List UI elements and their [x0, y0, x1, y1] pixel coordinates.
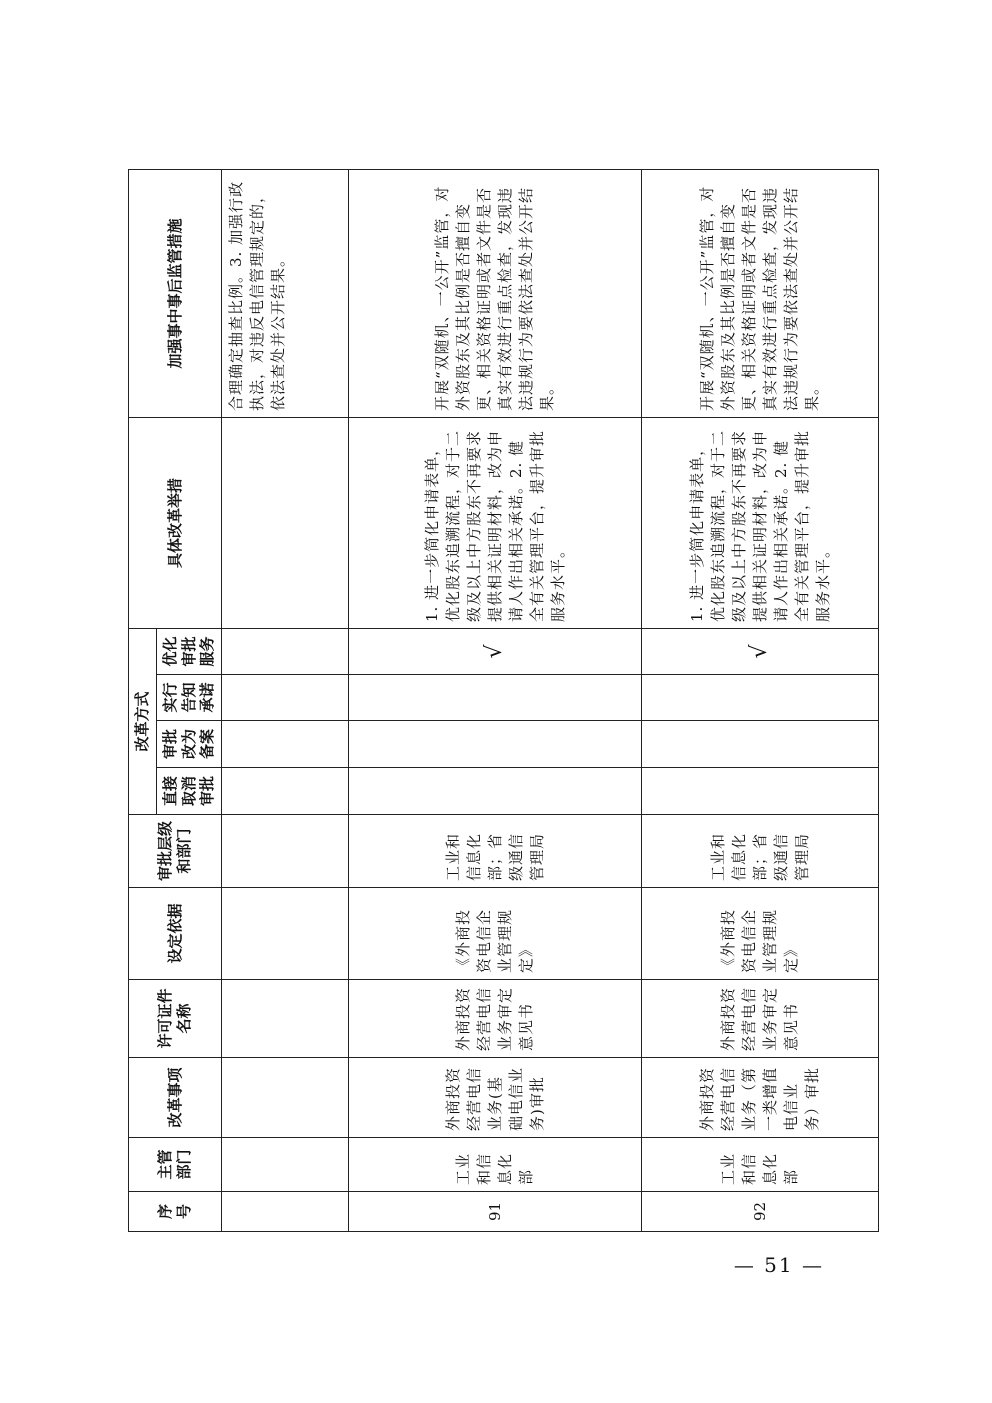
- header-basis: 设定依据: [129, 888, 222, 980]
- row-mode-file: [349, 721, 642, 768]
- row-seq: 91: [349, 1192, 642, 1232]
- row-level: [349, 815, 642, 888]
- row-supervision-text: 开展“双随机、一公开”监管，对外资股东及其比例是否擅自变更、相关资格证明或者文件是否真实有效进行重点检查，发现违法违规行为要依法查处并公开结果。: [698, 185, 821, 411]
- row-basis: [349, 888, 642, 980]
- cont-mode-notify: [222, 675, 349, 721]
- row-license-text: 外商投资经营电信业务审定意见书: [719, 986, 800, 1051]
- cont-mode-file: [222, 721, 349, 768]
- row-measures: [642, 417, 879, 628]
- row-item: [642, 1058, 879, 1138]
- cont-license: [222, 980, 349, 1058]
- header-mode-notify: 实行告知承诺: [156, 675, 221, 721]
- row-dept-text: 工业和信息化部: [454, 1152, 535, 1185]
- row-license: [349, 980, 642, 1058]
- header-measures: 具体改革举措: [129, 417, 222, 628]
- row-item: [349, 1058, 642, 1138]
- header-dept: 主管部门: [129, 1138, 222, 1192]
- row-mode-notify: [642, 675, 879, 721]
- header-mode-file: 审批改为备案: [156, 721, 221, 768]
- row-supervision-text: 开展“双随机、一公开”监管，对外资股东及其比例是否擅自变更、相关资格证明或者文件是否真实有效进行重点检查，发现违法违规行为要依法查处并公开结果。: [433, 185, 556, 411]
- row-measures: [349, 417, 642, 628]
- row-mode-cancel: [349, 768, 642, 815]
- row-level-text: 工业和信息化部；省级通信管理局: [708, 832, 811, 881]
- row-level: [642, 815, 879, 888]
- row-license-text: 外商投资经营电信业务审定意见书: [454, 986, 535, 1051]
- row-supervision: [349, 169, 642, 417]
- header-supervision: 加强事中事后监管措施: [129, 169, 222, 417]
- row-supervision: [642, 169, 879, 417]
- row-measures-text: 1. 进一步简化申请表单，优化股东追溯流程，对于二级及以上中方股东不再要求提供相关证明材料，改为申请人作出相关承诺。2. 健全有关管理平台，提升审批服务水平。: [422, 429, 567, 622]
- row-dept: [642, 1138, 879, 1192]
- check-mark-icon: √: [481, 644, 507, 659]
- row-mode-optimize: [349, 628, 642, 674]
- row-dept-text: 工业和信息化部: [719, 1152, 800, 1185]
- row-item-text: 外商投资经营电信业务（第一类增值电信业务）审批: [698, 1066, 821, 1131]
- row-mode-file: [642, 721, 879, 768]
- row-measures-text: 1. 进一步简化申请表单，优化股东追溯流程，对于二级及以上中方股东不再要求提供相关证明材料，改为申请人作出相关承诺。2. 健全有关管理平台，提升审批服务水平。: [687, 429, 832, 622]
- cont-seq: [222, 1192, 349, 1232]
- reform-table-rotated: [128, 170, 865, 1232]
- header-level: 审批层级和部门: [129, 815, 222, 888]
- row-seq: 92: [642, 1192, 879, 1232]
- cont-mode-cancel: [222, 768, 349, 815]
- header-item: 改革事项: [129, 1058, 222, 1138]
- cont-measures: [222, 417, 349, 628]
- page-number: — 51 —: [733, 1253, 824, 1277]
- row-level-text: 工业和信息化部；省级通信管理局: [443, 832, 546, 881]
- row-mode-cancel: [642, 768, 879, 815]
- cont-basis: [222, 888, 349, 980]
- cont-supervision: [222, 169, 349, 417]
- cont-item: [222, 1058, 349, 1138]
- row-license: [642, 980, 879, 1058]
- header-mode-group: 改革方式: [129, 628, 157, 814]
- header-seq: 序号: [129, 1192, 222, 1232]
- cont-mode-optimize: [222, 628, 349, 674]
- check-mark-icon: √: [746, 644, 772, 659]
- row-mode-notify: [349, 675, 642, 721]
- continuation-row: [222, 169, 349, 1231]
- header-mode-optimize: 优化审批服务: [156, 628, 221, 674]
- header-row-1: [129, 169, 157, 1231]
- header-mode-cancel: 直接取消审批: [156, 768, 221, 815]
- row-dept: [349, 1138, 642, 1192]
- cont-level: [222, 815, 349, 888]
- reform-table: [128, 169, 879, 1232]
- row-basis-text: 《外商投资电信企业管理规定》: [454, 908, 535, 973]
- row-item-text: 外商投资经营电信业务(基础电信业务)审批: [443, 1066, 546, 1131]
- table-row: [349, 169, 642, 1231]
- cont-supervision-text: 合理确定抽查比例。3. 加强行政执法，对违反电信管理规定的，依法查处并公开结果。: [227, 180, 287, 411]
- row-mode-optimize: [642, 628, 879, 674]
- row-basis: [642, 888, 879, 980]
- cont-dept: [222, 1138, 349, 1192]
- row-basis-text: 《外商投资电信企业管理规定》: [719, 908, 800, 973]
- table-row: [642, 169, 879, 1231]
- header-license: 许可证件名称: [129, 980, 222, 1058]
